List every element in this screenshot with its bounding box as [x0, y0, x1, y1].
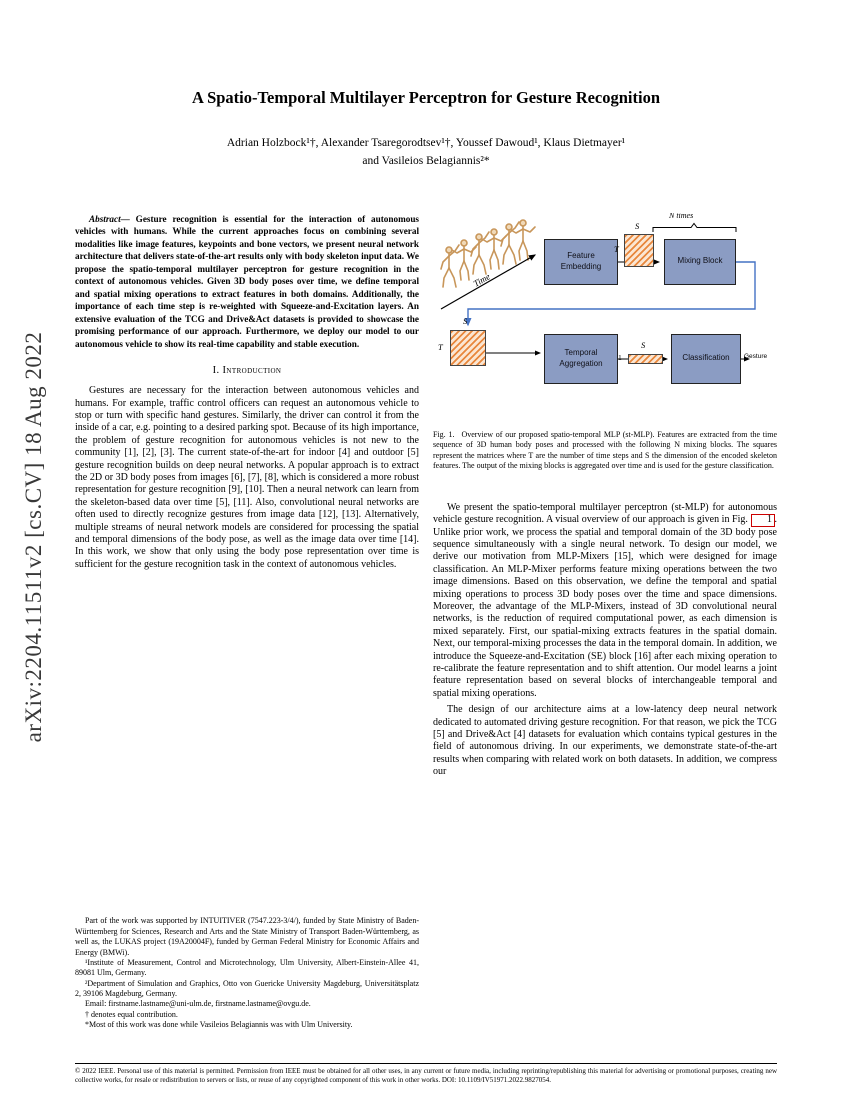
paragraph-text: . Unlike prior work, we process the spatial and temporal domain of the 3D body pose sequence simultaneously with a single neural network. To design our model, we derive our motivation from MLP-Mixers [15], which were designed for image classification. An MLP-Mixer performs feature mixing operations between the two image dimensions. Based on this observation, we define the temporal and spatial mixing operations to process 3D body poses over the time and space dimensions. Moreover, the advantage of the MLP-Mixers, instead of 3D convolutional neural networks, is the reduction of required computational power, as each dimension is mixed separately. First, our spatial-mixing extracts features in the spatial domain. Next, our temporal-mixing processes the data in the temporal domain. In addition, we introduce the Squeeze-and-Excitation (SE) block [16] after each mixing operation to re-calibrate the feature representation and to shift attention. Our model learns a joint feature representation based on several blocks of interchangeable temporal and spatial mixing operations.	[433, 514, 777, 699]
paragraph-text: We present the spatio-temporal multilayer perceptron (st-MLP) for autonomous vehicle gesture recognition. A visual overview of our approach is given in Fig.	[433, 501, 777, 526]
arxiv-watermark: arXiv:2204.11511v2 [cs.CV] 18 Aug 2022	[21, 331, 46, 743]
abstract-text: Gesture recognition is essential for the interaction of autonomous vehicles with humans. While the current approaches focus on combining several modalities like image features, keypoints and bone vectors, we present neural network architecture that delivers state-of-the-art results only with body skeleton input data. We propose the spatio-temporal multilayer perceptron for gesture recognition in the context of autonomous vehicles. Given 3D body poses over time, we define temporal and spatial mixing operations to extract features in both domains. Additionally, the importance of each time step is re-weighted with Squeeze-and-Excitation layers. An extensive evaluation of the TCG and Drive&Act datasets is provided to showcase the promising performance of our approach. Furthermore, we deploy our model to our autonomous vehicle to show its real-time capability and stable execution.	[75, 213, 420, 349]
t-by-s-matrix-bottom	[450, 330, 486, 366]
footnote-funding: Part of the work was supported by INTUITIVER (7547.223-3/4/), funded by State Ministry of Baden-Württemberg for Sciences, Research and Arts and the State Ministry of Transport Baden-Württemberg, as well as, the LUKAS project (19A20004F), funded by German Federal Ministry for Economic Affairs and Energy (BMWi).	[75, 916, 419, 957]
t-label-top-matrix: T	[614, 243, 619, 254]
footnotes-block	[75, 916, 419, 1030]
paper-title: A Spatio-Temporal Multilayer Perceptron for Gesture Recognition	[191, 88, 661, 107]
left-column	[75, 213, 419, 1031]
footnote-previous-affiliation: *Most of this work was done while Vasileios Belagiannis was with Ulm University.	[85, 1020, 353, 1030]
feature-embedding-box: Feature Embedding	[544, 239, 618, 285]
one-by-s-vector	[628, 354, 663, 364]
two-column-body	[75, 213, 777, 1031]
t-by-s-matrix-top	[624, 234, 654, 267]
temporal-aggregation-box: Temporal Aggregation	[544, 334, 618, 384]
copyright-footer	[75, 1063, 777, 1085]
footnote-email: Email: firstname.lastname@uni-ulm.de, firstname.lastname@ovgu.de.	[85, 999, 311, 1009]
paper-content	[75, 88, 777, 1031]
t-label-bottom-matrix: T	[438, 341, 443, 352]
s-label-bottom-matrix: S	[463, 315, 468, 326]
n-times-label: N times	[669, 212, 694, 220]
right-paragraph-1	[433, 502, 777, 700]
authors-line-2: and Vasileios Belagiannis²*	[362, 154, 490, 167]
one-label-vector: 1	[618, 352, 622, 362]
footnote-equal-contribution: † denotes equal contribution.	[85, 1009, 178, 1019]
section-heading-introduction: I. Introduction	[212, 365, 282, 377]
classification-box: Classification	[671, 334, 741, 384]
authors-line-1: Adrian Holzbock¹†, Alexander Tsaregorodtsev¹†, Youssef Dawoud¹, Klaus Dietmayer¹	[226, 137, 626, 149]
time-axis-label: Time	[471, 270, 492, 289]
copyright-text: © 2022 IEEE. Personal use of this material is permitted. Permission from IEEE must be obtained for all other uses, in any current or future media, including reprinting/republishing this material for advertising or promotional purposes, creating new collective works, for resale or redistribution to servers or lists, or reuse of any copyrighted component of this work in other works. DOI: 10.1109/IV51971.2022.9827054.	[75, 1067, 777, 1085]
figure-1-diagram	[433, 213, 769, 418]
figure-reference-link[interactable]: 1	[751, 514, 775, 527]
footnote-affiliation-2: ²Department of Simulation and Graphics, Otto von Guericke University Magdeburg, Universitätsplatz 2, 39106 Magdeburg, Germany.	[75, 978, 419, 999]
gesture-output-label: Gesture	[744, 352, 768, 360]
right-column	[433, 213, 777, 1031]
footer-divider	[75, 1063, 777, 1064]
abstract-label: Abstract—	[89, 213, 130, 224]
figure-caption-text: Overview of our proposed spatio-temporal MLP (st-MLP). Features are extracted from the time sequence of 3D human body poses and processed with the following N mixing blocks. The squares represent the matrices where T are the number of time steps and S the dimension of the encoded skeleton features. The output of the mixing blocks is aggregated over time and is used for the gesture classification.	[433, 429, 777, 471]
abstract	[75, 213, 419, 351]
s-label-vector: S	[641, 339, 646, 350]
right-paragraph-2: The design of our architecture aims at a low-latency deep neural network dedicated to automated driving gesture recognition. For that reason, we pick the TCG [5] and Drive&Act [4] datasets for evaluation which contains typical gestures in the field of autonomous driving. In our experiments, we demonstrate state-of-the-art results when comparing with related work on both datasets. In addition, we compress our	[433, 704, 777, 778]
figure-caption	[433, 430, 777, 472]
mixing-block-box: Mixing Block	[664, 239, 736, 285]
s-label-top-matrix: S	[635, 220, 640, 231]
footnote-affiliation-1: ¹Institute of Measurement, Control and Microtechnology, Ulm University, Albert-Einstein-Allee 41, 89081 Ulm, Germany.	[75, 957, 419, 978]
intro-paragraph: Gestures are necessary for the interaction between autonomous vehicles and humans. For example, traffic control officers can request an autonomous vehicle to stop or turn with specific hand gestures. Similarly, the driver can control it from the inside of a car, e.g. pointing to a desired parking spot. Because of its high importance, the problem of gesture recognition for autonomous vehicles is not new to the community [1], [2], [3]. The current state-of-the-art for indoor [4] and outdoor [5] gesture recognition builds on deep neural networks. A popular approach is to extract the 2D or 3D body poses from images [6], [7], [8], which is considered a more robust representation for gesture recognition [9], [10]. Then a neural network can learn from the skeleton-based data over time [5], [11]. Also, convolutional neural networks are often used to directly recognize gestures from image data [12], [13]. Alternatively, multiple streams of neural network models are considered for processing the spatial and temporal dimensions of the body pose, as well as the image data over time [14]. In this work, we show that only using the body pose representation over time is sufficient for the gesture recognition task in the context of autonomous vehicles.	[75, 385, 419, 570]
figure-caption-label: Fig. 1.	[433, 429, 455, 439]
n-times-brace	[653, 223, 736, 232]
